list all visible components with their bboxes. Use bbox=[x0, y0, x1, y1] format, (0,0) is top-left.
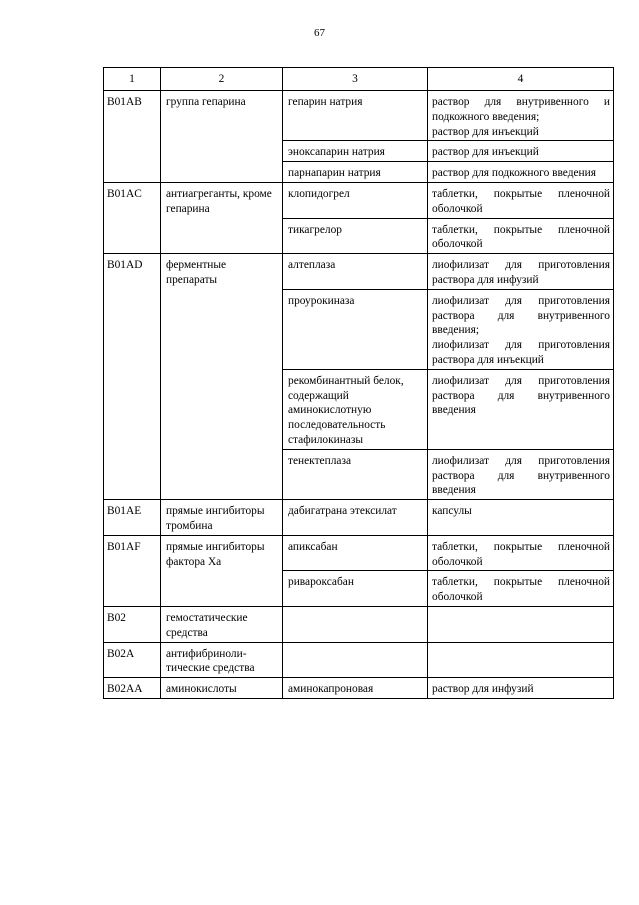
atc-code-cell: B01AE bbox=[104, 500, 161, 536]
group-name-cell: прямые ингибиторы тромбина bbox=[161, 500, 283, 536]
drug-name-cell: парнапарин натрия bbox=[283, 162, 428, 183]
dosage-form-cell bbox=[428, 535, 614, 571]
dosage-form-text: раствор для инфузий bbox=[432, 683, 534, 696]
drug-name-cell bbox=[283, 606, 428, 642]
group-name-cell: аминокислоты bbox=[161, 678, 283, 699]
drug-name-cell: тенектеплаза bbox=[283, 449, 428, 499]
table-row bbox=[104, 254, 614, 290]
drug-name-cell: клопидогрел bbox=[283, 182, 428, 218]
header-cell-2: 2 bbox=[161, 68, 283, 91]
table-row bbox=[104, 642, 614, 678]
dosage-form-text: таблетки, покрытые пленочной оболочкой bbox=[432, 540, 610, 568]
atc-code-cell: B02A bbox=[104, 642, 161, 678]
dosage-form-cell bbox=[428, 571, 614, 607]
dosage-form-cell bbox=[428, 678, 614, 699]
dosage-form-cell bbox=[428, 218, 614, 254]
table-row bbox=[104, 182, 614, 218]
dosage-form-cell bbox=[428, 91, 614, 141]
group-name-cell: прямые ингибиторы фактора Xa bbox=[161, 535, 283, 606]
table-body bbox=[104, 68, 614, 699]
drug-name-cell: рекомбинантный белок, содержащий аминокислотную последовательность стафилокиназы bbox=[283, 369, 428, 449]
dosage-form-text: таблетки, покрытые пленочной оболочкой bbox=[432, 223, 610, 251]
drug-name-cell: аминокапроновая bbox=[283, 678, 428, 699]
header-cell-3: 3 bbox=[283, 68, 428, 91]
page-number: 67 bbox=[314, 27, 325, 39]
dosage-form-cell bbox=[428, 642, 614, 678]
drug-name-cell: проурокиназа bbox=[283, 289, 428, 369]
table-row bbox=[104, 91, 614, 141]
atc-code-cell: B01AF bbox=[104, 535, 161, 606]
drug-name-cell: алтеплаза bbox=[283, 254, 428, 290]
table-row bbox=[104, 535, 614, 571]
table-row bbox=[104, 606, 614, 642]
group-name-cell: антиагреганты, кроме гепарина bbox=[161, 182, 283, 253]
dosage-form-text: лиофилизат для приготовления раствора для внутривенного введения bbox=[432, 374, 610, 417]
dosage-form-text: капсулы bbox=[432, 505, 472, 518]
dosage-form-cell bbox=[428, 449, 614, 499]
drug-name-cell: дабигатрана этексилат bbox=[283, 500, 428, 536]
atc-code-cell: B01AB bbox=[104, 91, 161, 183]
atc-code-cell: B01AD bbox=[104, 254, 161, 500]
header-row bbox=[104, 68, 614, 91]
group-name-cell: антифибриноли-тические средства bbox=[161, 642, 283, 678]
group-name-cell: гемостатические средства bbox=[161, 606, 283, 642]
group-name-cell: группа гепарина bbox=[161, 91, 283, 183]
drug-name-cell bbox=[283, 642, 428, 678]
dosage-form-cell bbox=[428, 500, 614, 536]
dosage-form-text: лиофилизат для приготовления раствора для инфузий bbox=[432, 259, 610, 286]
header-cell-1: 1 bbox=[104, 68, 161, 91]
dosage-form-text: лиофилизат для приготовления раствора для внутривенного введения bbox=[432, 454, 610, 497]
drug-table bbox=[103, 67, 614, 699]
dosage-form-text: таблетки, покрытые пленочной оболочкой bbox=[432, 187, 610, 215]
dosage-form-text: лиофилизат для приготовления раствора для внутривенного введения; bbox=[432, 294, 610, 337]
dosage-form-text: раствор для подкожного введения bbox=[432, 167, 596, 180]
dosage-form-text: раствор для инъекций bbox=[432, 146, 539, 159]
dosage-form-text: раствор для внутривенного и подкожного введения; bbox=[432, 96, 610, 123]
dosage-form-cell bbox=[428, 141, 614, 162]
atc-code-cell: B02 bbox=[104, 606, 161, 642]
drug-name-cell: гепарин натрия bbox=[283, 91, 428, 141]
atc-code-cell: B02AA bbox=[104, 678, 161, 699]
table-row bbox=[104, 678, 614, 699]
dosage-form-cell bbox=[428, 254, 614, 290]
dosage-form-text: лиофилизат для приготовления раствора для инъекций bbox=[432, 339, 610, 366]
dosage-form-text: таблетки, покрытые пленочной оболочкой bbox=[432, 576, 610, 604]
dosage-form-cell bbox=[428, 162, 614, 183]
dosage-form-cell bbox=[428, 606, 614, 642]
dosage-form-cell bbox=[428, 369, 614, 449]
header-cell-4: 4 bbox=[428, 68, 614, 91]
dosage-form-cell bbox=[428, 182, 614, 218]
table-row bbox=[104, 500, 614, 536]
drug-name-cell: тикагрелор bbox=[283, 218, 428, 254]
drug-name-cell: апиксабан bbox=[283, 535, 428, 571]
group-name-cell: ферментные препараты bbox=[161, 254, 283, 500]
atc-code-cell: B01AC bbox=[104, 182, 161, 253]
dosage-form-cell bbox=[428, 289, 614, 369]
drug-name-cell: эноксапарин натрия bbox=[283, 141, 428, 162]
drug-name-cell: ривароксабан bbox=[283, 571, 428, 607]
dosage-form-text: раствор для инъекций bbox=[432, 125, 539, 138]
